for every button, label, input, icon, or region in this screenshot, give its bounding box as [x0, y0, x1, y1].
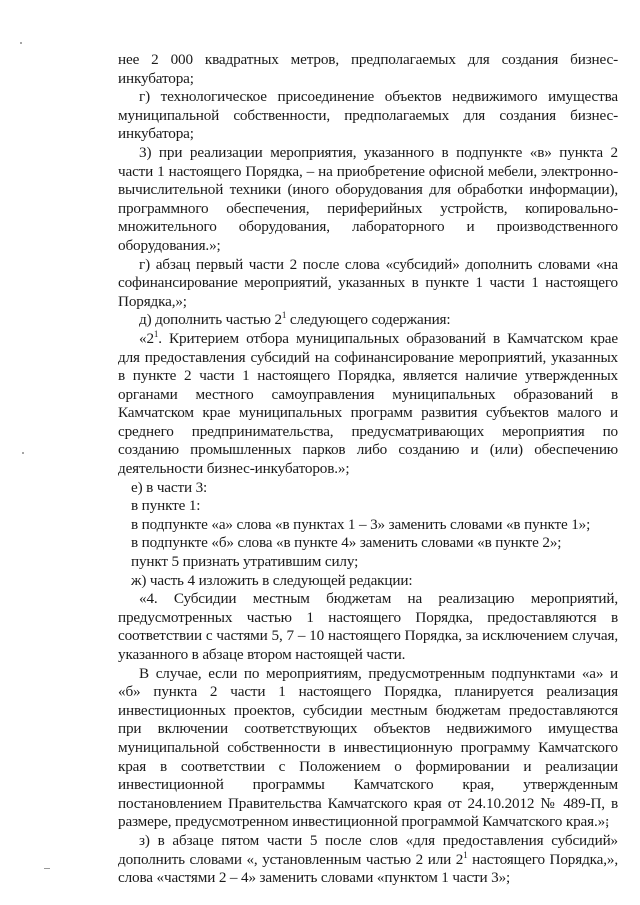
paragraph-p6 [118, 479, 618, 498]
superscript: 1 [281, 310, 287, 321]
paragraph-p8 [118, 516, 618, 535]
text-segment: ж) часть 4 изложить в следующей редакции: [131, 571, 413, 589]
paragraph-p4 [118, 311, 618, 330]
text-segment: настоящего Порядка,», слова «частями 2 – 4» заменить словами «пунктом 1 части 3»; [118, 850, 618, 887]
paragraph-p11 [118, 572, 618, 591]
scan-speck [20, 42, 22, 44]
text-segment: в подпункте «а» слова «в пунктах 1 – 3» заменить словами «в пункте 1»; [131, 515, 591, 533]
text-segment: з) в абзаце пятом части 5 после слов «для предоставления субсидий» дополнить словами «, установленным частью 2 или 2 [118, 831, 618, 868]
paragraph-p7 [118, 497, 618, 516]
text-segment: в подпункте «б» слова «в пункте 4» заменить словами «в пункте 2»; [131, 534, 562, 552]
paragraph-p10 [118, 553, 618, 572]
text-segment: 3) при реализации мероприятия, указанного в подпункте «в» пункта 2 части 1 настоящего Порядка, – на приобретение офисной мебели, электронно-вычислительной техники (иного оборудования для обработки информации), программного обеспечения, периферийных устройств, копировально-множительного оборудования, лабораторного и производственного оборудования.»; [118, 143, 618, 254]
paragraph-p0 [118, 51, 618, 88]
text-segment: следующего содержания: [286, 311, 451, 329]
text-segment: В случае, если по мероприятиям, предусмотренным подпунктами «а» и «б» пункта 2 части 1 настоящего Порядка, планируется реализация инвестиционных проектов, субсидии местным бюджетам предоставляются при включении соответствующих объектов недвижимого имущества муниципальной собственности в инвестиционную программу Камчатского края в соответствии с Положением о формировании и реализации инвестиционной программы Камчатского края, утвержденным постановлением Правительства Камчатского края от 24.10.2012 № 489-П, в размере, предусмотренном инвестиционной программой Камчатского края.»; [118, 664, 618, 831]
text-segment: нее 2 000 квадратных метров, предполагаемых для создания бизнес-инкубатора; [118, 51, 618, 87]
scan-speck [44, 868, 50, 869]
text-segment: . Критерием отбора муниципальных образований в Камчатском крае для предоставления субсидий на софинансирование мероприятий, указанных в пункте 2 части 1 настоящего Порядка, является наличие утвержденных органами местного самоуправления муниципальных образований в Камчатском крае муниципальных программ развития субъектов малого и среднего предпринимательства, предусматривающих мероприятия по созданию промышленных парков либо созданию и (или) обеспечению деятельности бизнес-инкубаторов.»; [118, 329, 618, 478]
scan-speck [22, 452, 24, 454]
text-segment: е) в части 3: [131, 478, 208, 496]
superscript: 1 [463, 849, 468, 860]
text-segment: г) абзац первый части 2 после слова «субсидий» дополнить словами «на софинансирование мероприятий, указанных в пункте 1 части 1 настоящего Порядка,»; [118, 255, 618, 310]
paragraph-p13 [118, 665, 618, 832]
paragraph-p5 [118, 330, 618, 479]
text-segment: «2 [139, 329, 154, 347]
text-segment: в пункте 1: [131, 497, 201, 515]
text-segment: д) дополнить частью 2 [139, 311, 282, 329]
paragraph-p3 [118, 256, 618, 312]
text-segment: пункт 5 признать утратившим силу; [131, 553, 359, 571]
text-segment: «4. Субсидии местным бюджетам на реализацию мероприятий, предусмотренных частью 1 настоящего Порядка, предоставляются в соответствии с частями 5, 7 – 10 настоящего Порядка, за исключением случая, указанного в абзаце втором настоящей части. [118, 590, 618, 663]
paragraph-p14 [118, 832, 618, 888]
document-body [118, 51, 618, 888]
paragraph-p2 [118, 144, 618, 256]
superscript: 1 [153, 328, 159, 339]
paragraph-p1 [118, 88, 618, 144]
paragraph-p12 [118, 590, 618, 664]
paragraph-p9 [118, 534, 618, 553]
text-segment: г) технологическое присоединение объектов недвижимого имущества муниципальной собственности, предполагаемых для создания бизнес-инкубатора; [118, 88, 618, 143]
